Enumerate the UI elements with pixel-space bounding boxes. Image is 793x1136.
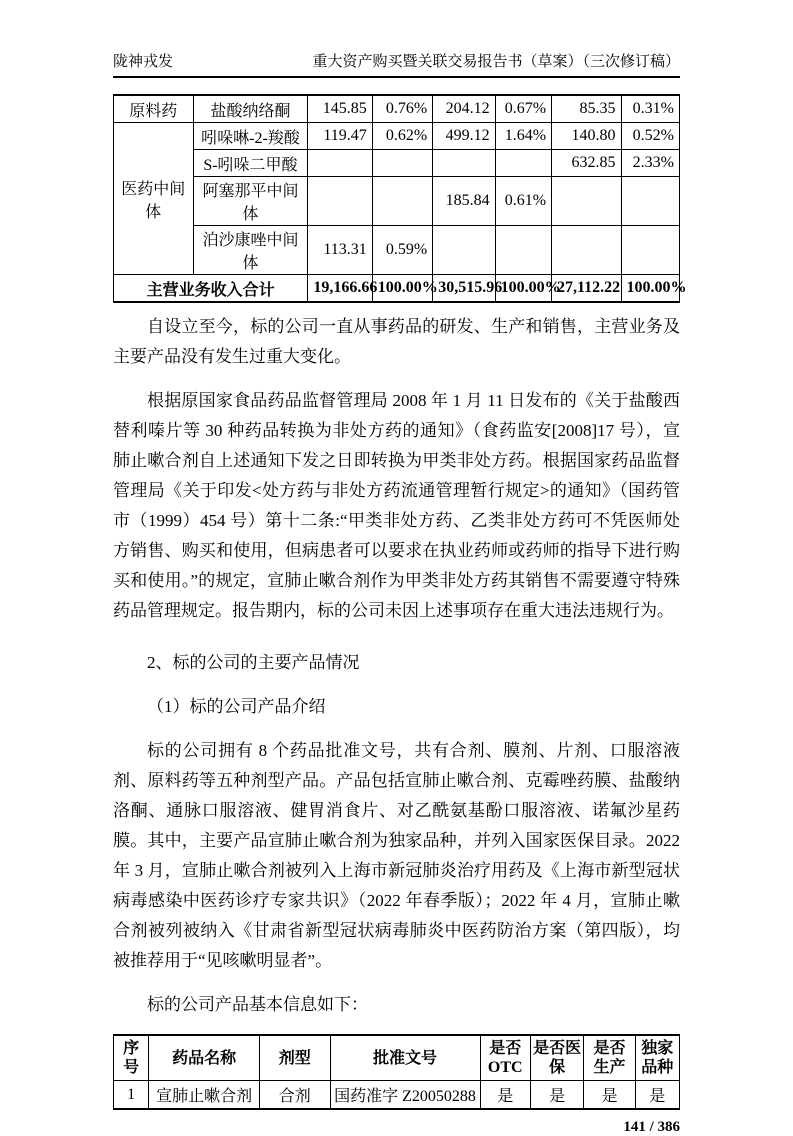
paragraph-otc-regulation: 根据原国家食品药品监督管理局 2008 年 1 月 11 日发布的《关于盐酸西替利嗪片等 30 种药品转换为非处方药的通知》（食药监安[2008]17 号），宣肺止嗽合剂自上述通知下发之日即转换为甲类非处方药。根据国家药品监督管理局《关于印发<处方药与非处方药流通管理暂行规定>的通知》（国药管市（1999）454 号）第十二条:“甲类非处方药、乙类非处方药可不凭医师处方销售、购买和使用，但病患者可以要求在执业药师或药师的指导下进行购买和使用。”的规定，宣肺止嗽合剂作为甲类非处方药其销售不需要遵守特殊药品管理规定。报告期内，标的公司未因上述事项存在重大违法违规行为。 — [113, 391, 680, 620]
header-cell-dosage-form: 剂型 — [260, 1036, 330, 1081]
total-label-cell: 主营业务收入合计 — [114, 275, 308, 302]
amount-cell — [308, 150, 372, 177]
amount-cell: 145.85 — [308, 96, 372, 123]
percent-cell: 1.64% — [495, 123, 551, 150]
amount-cell: 140.80 — [552, 123, 621, 150]
header-cell-drug-name: 药品名称 — [149, 1036, 260, 1081]
percent-cell — [621, 226, 679, 275]
category-cell: 原料药 — [114, 96, 194, 123]
percent-cell — [621, 177, 679, 226]
product-cell: S-吲哚二甲酸 — [193, 150, 308, 177]
amount-cell: 185.84 — [433, 177, 495, 226]
amount-cell: 632.85 — [552, 150, 621, 177]
header-company-name: 陇神戎发 — [113, 54, 174, 70]
table-row — [114, 96, 680, 123]
revenue-table — [113, 96, 687, 301]
approval-number-cell: 国药准字 Z20050288 — [330, 1081, 480, 1109]
percent-cell: 0.62% — [372, 123, 432, 150]
amount-cell: 499.12 — [433, 123, 495, 150]
total-amount-cell: 30,515.96 — [433, 275, 495, 302]
page-number: 141 / 386 — [623, 1119, 680, 1135]
percent-cell — [372, 177, 432, 226]
header-cell-is-medicare: 是否医保 — [530, 1036, 583, 1081]
drug-name-cell: 宣肺止嗽合剂 — [149, 1081, 260, 1109]
amount-cell: 113.31 — [308, 226, 372, 275]
table-row — [114, 1081, 680, 1109]
percent-cell: 0.52% — [621, 123, 679, 150]
percent-cell: 2.33% — [621, 150, 679, 177]
amount-cell — [308, 177, 372, 226]
table-row — [114, 226, 680, 275]
amount-cell: 85.35 — [552, 96, 621, 123]
category-cell: 医药中间体 — [114, 123, 194, 275]
amount-cell: 119.47 — [308, 123, 372, 150]
total-amount-cell: 27,112.22 — [552, 275, 621, 302]
product-cell: 泊沙康唑中间体 — [193, 226, 308, 275]
header-cell-is-produced: 是否生产 — [584, 1036, 635, 1081]
running-header — [113, 50, 680, 78]
percent-cell: 0.67% — [495, 96, 551, 123]
is-otc-cell: 是 — [480, 1081, 530, 1109]
exclusive-cell: 是 — [635, 1081, 679, 1109]
paragraph-business-unchanged: 自设立至今，标的公司一直从事药品的研发、生产和销售，主营业务及主要产品没有发生过重大变化。 — [113, 317, 680, 366]
product-cell: 阿塞那平中间体 — [193, 177, 308, 226]
product-table — [113, 1036, 680, 1108]
product-table-wrapper — [113, 1034, 680, 1110]
total-amount-cell: 19,166.66 — [308, 275, 372, 302]
header-cell-exclusive: 独家品种 — [635, 1036, 679, 1081]
percent-cell: 0.31% — [621, 96, 679, 123]
amount-cell — [433, 226, 495, 275]
header-cell-approval-number: 批准文号 — [330, 1036, 480, 1081]
percent-cell — [495, 226, 551, 275]
percent-cell: 0.61% — [495, 177, 551, 226]
table-row — [114, 123, 680, 150]
percent-cell: 0.76% — [372, 96, 432, 123]
product-cell: 吲哚啉-2-羧酸 — [193, 123, 308, 150]
amount-cell — [433, 150, 495, 177]
table-row — [114, 150, 680, 177]
table-header-row — [114, 1036, 680, 1081]
table-row — [114, 177, 680, 226]
amount-cell — [552, 226, 621, 275]
dosage-form-cell: 合剂 — [260, 1081, 330, 1109]
table-total-row — [114, 275, 680, 302]
percent-cell — [372, 150, 432, 177]
total-percent-cell: 100.00% — [495, 275, 551, 302]
paragraph-product-info-lead: 标的公司产品基本信息如下： — [147, 995, 368, 1014]
paragraph-product-introduction: 标的公司拥有 8 个药品批准文号，共有合剂、膜剂、片剂、口服溶液剂、原料药等五种剂型产品。产品包括宣肺止嗽合剂、克霉唑药膜、盐酸纳洛酮、通脉口服溶液、健胃消食片、对乙酰氨基酚口服溶液、诺氟沙星药膜。其中，主要产品宣肺止嗽合剂为独家品种，并列入国家医保目录。2022 年 3 月，宣肺止嗽合剂被列入上海市新冠肺炎治疗用药及《上海市新型冠状病毒感染中医药诊疗专家共识》（2022 年春季版）；2022 年 4 月，宣肺止嗽合剂被列被纳入《甘肃省新型冠状病毒肺炎中医药防治方案（第四版），均被推荐用于“见咳嗽明显者”。 — [113, 741, 680, 970]
is-produced-cell: 是 — [584, 1081, 635, 1109]
total-percent-cell: 100.00% — [621, 275, 679, 302]
subsection-heading-product-intro: （1）标的公司产品介绍 — [147, 697, 326, 716]
header-cell-index: 序号 — [114, 1036, 149, 1081]
header-document-title: 重大资产购买暨关联交易报告书（草案）（三次修订稿） — [312, 54, 680, 70]
amount-cell — [552, 177, 621, 226]
section-heading-main-products: 2、标的公司的主要产品情况 — [147, 653, 360, 672]
percent-cell — [495, 150, 551, 177]
total-percent-cell: 100.00% — [372, 275, 432, 302]
header-cell-is-otc: 是否OTC — [480, 1036, 530, 1081]
index-cell: 1 — [114, 1081, 149, 1109]
is-medicare-cell: 是 — [530, 1081, 583, 1109]
percent-cell: 0.59% — [372, 226, 432, 275]
revenue-table-wrapper — [113, 94, 687, 303]
amount-cell: 204.12 — [433, 96, 495, 123]
product-cell: 盐酸纳络酮 — [193, 96, 308, 123]
